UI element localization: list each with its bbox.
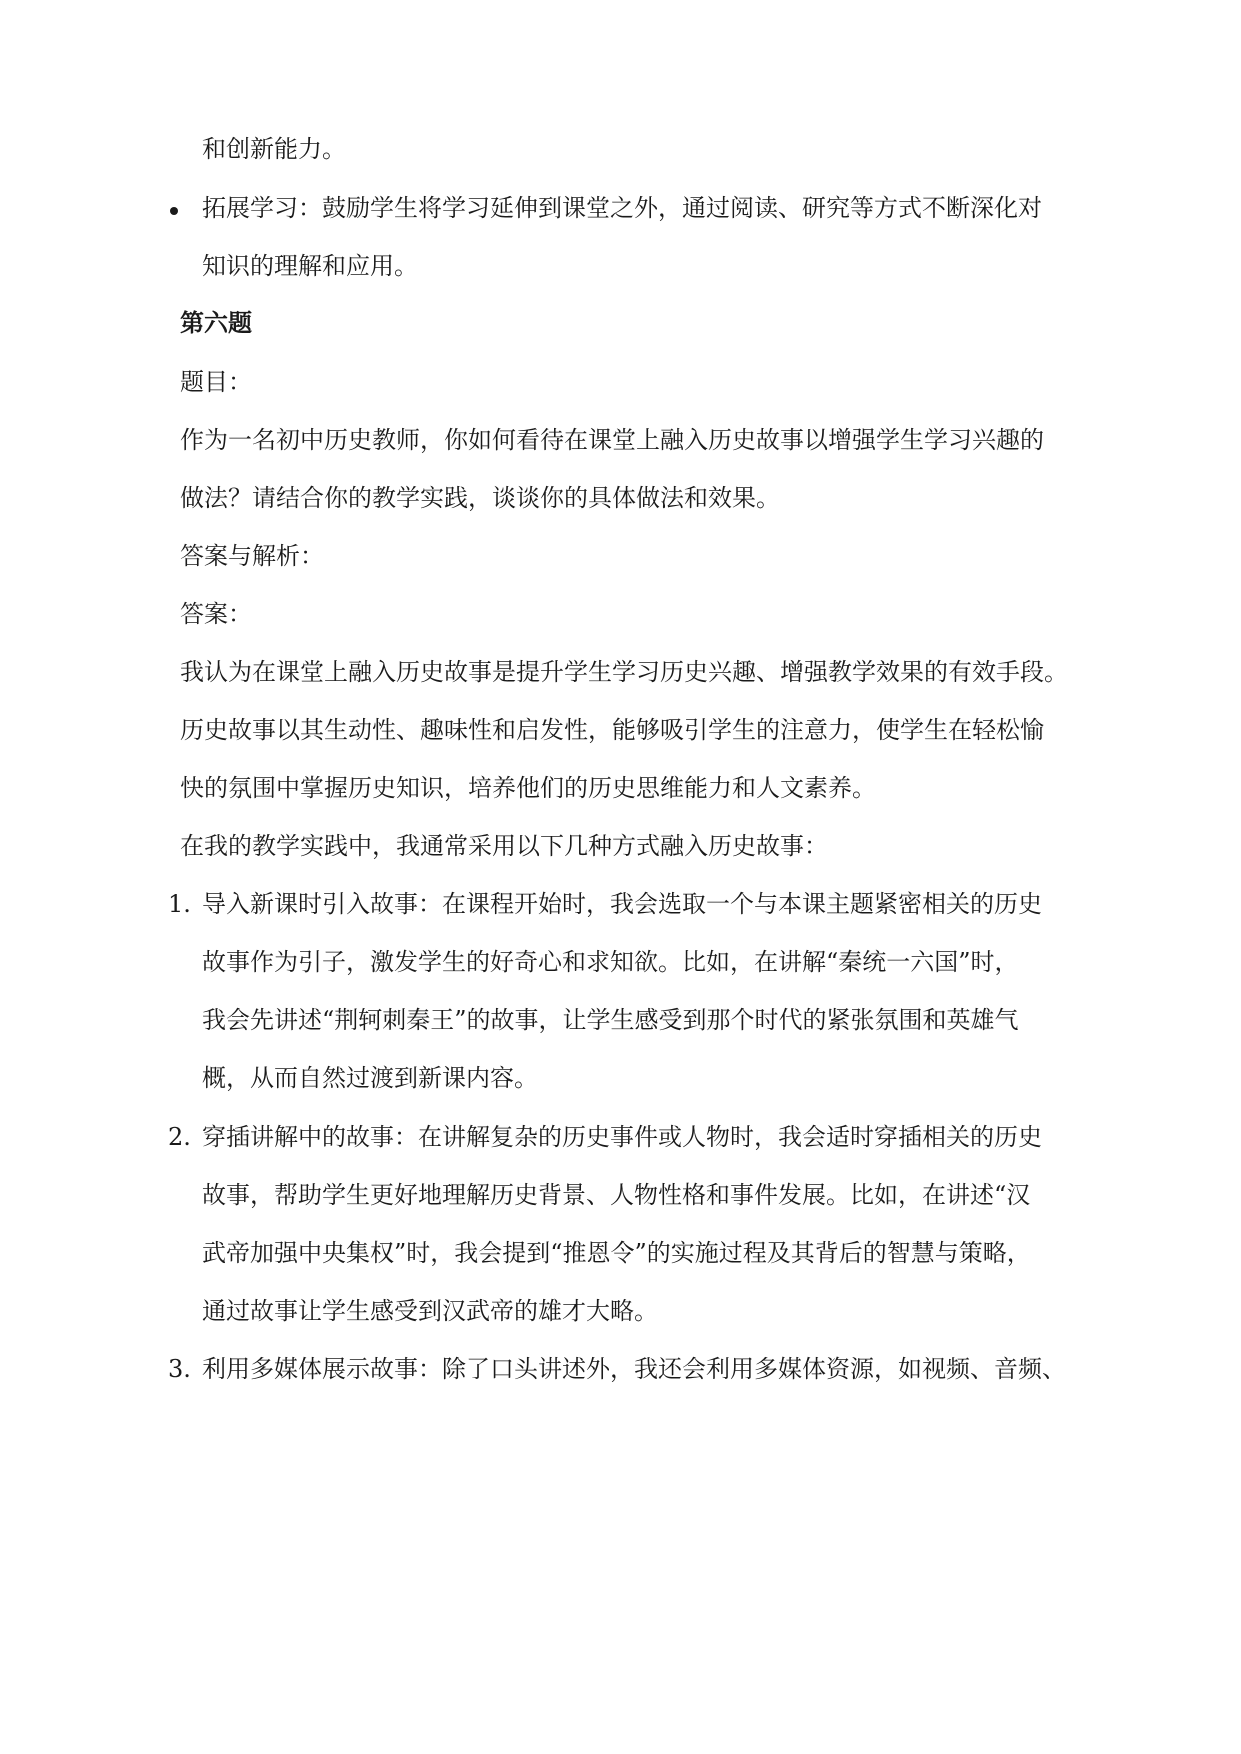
section-heading: 第六题 (180, 308, 252, 337)
question-text-line-1: 作为一名初中历史教师，你如何看待在课堂上融入历史故事以增强学生学习兴趣的 (180, 426, 1044, 454)
list-item-1-line-2: 故事作为引子，激发学生的好奇心和求知欲。比如，在讲解“秦统一六国”时， (202, 948, 1019, 976)
question-text-line-2: 做法？请结合你的教学实践，谈谈你的具体做法和效果。 (180, 484, 780, 512)
list-item-2-line-1: 穿插讲解中的故事：在讲解复杂的历史事件或人物时，我会适时穿插相关的历史 (202, 1123, 1042, 1151)
bullet-dot-icon (170, 207, 178, 215)
bullet-item-line-2: 知识的理解和应用。 (202, 252, 418, 280)
list-item-1-marker: 1. (168, 890, 191, 918)
list-item-2-marker: 2. (168, 1123, 191, 1151)
list-item-2-line-3: 武帝加强中央集权”时，我会提到“推恩令”的实施过程及其背后的智慧与策略， (202, 1239, 1031, 1267)
practice-intro: 在我的教学实践中，我通常采用以下几种方式融入历史故事： (180, 832, 828, 860)
list-item-1-line-1: 导入新课时引入故事：在课程开始时，我会选取一个与本课主题紧密相关的历史 (202, 890, 1042, 918)
answer-analysis-label: 答案与解析： (180, 542, 324, 570)
list-item-3-marker: 3. (168, 1355, 191, 1383)
answer-paragraph-line-1: 我认为在课堂上融入历史故事是提升学生学习历史兴趣、增强教学效果的有效手段。 (180, 658, 1068, 686)
question-label: 题目： (180, 368, 252, 396)
list-item-1-line-3: 我会先讲述“荆轲刺秦王”的故事，让学生感受到那个时代的紧张氛围和英雄气 (202, 1006, 1019, 1034)
previous-item-continuation: 和创新能力。 (202, 135, 346, 163)
bullet-item-line-1: 拓展学习：鼓励学生将学习延伸到课堂之外，通过阅读、研究等方式不断深化对 (202, 194, 1042, 222)
answer-paragraph-line-2: 历史故事以其生动性、趣味性和启发性，能够吸引学生的注意力，使学生在轻松愉 (180, 716, 1044, 744)
list-item-3-line-1: 利用多媒体展示故事：除了口头讲述外，我还会利用多媒体资源，如视频、音频、 (202, 1355, 1066, 1383)
answer-paragraph-line-3: 快的氛围中掌握历史知识，培养他们的历史思维能力和人文素养。 (180, 774, 876, 802)
list-item-2-line-2: 故事，帮助学生更好地理解历史背景、人物性格和事件发展。比如，在讲述“汉 (202, 1181, 1031, 1209)
answer-label: 答案： (180, 600, 252, 628)
list-item-1-line-4: 概，从而自然过渡到新课内容。 (202, 1064, 538, 1092)
list-item-2-line-4: 通过故事让学生感受到汉武帝的雄才大略。 (202, 1297, 658, 1325)
